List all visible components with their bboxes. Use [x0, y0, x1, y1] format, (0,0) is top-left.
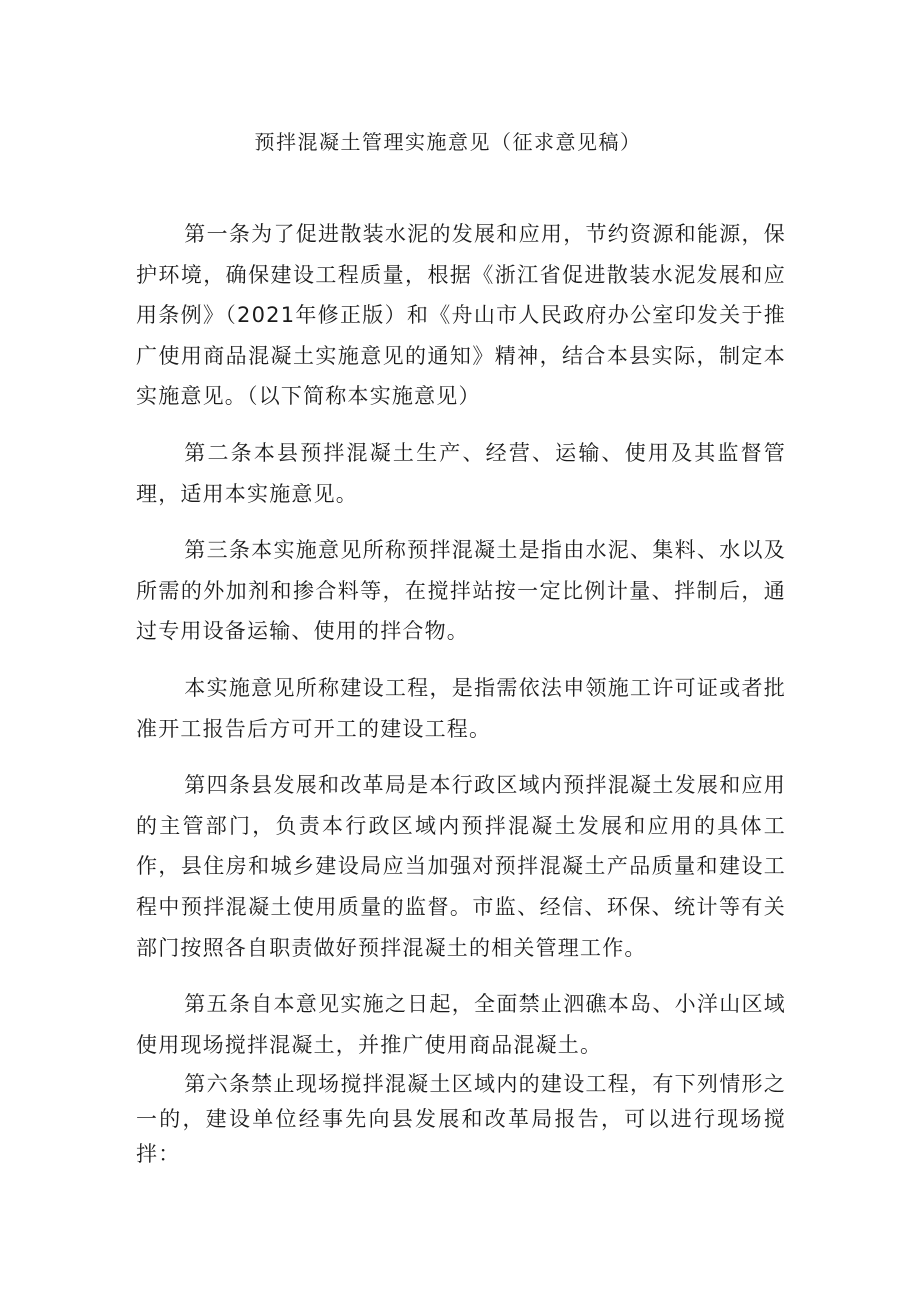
paragraph-article-5: 第五条自本意见实施之日起，全面禁止泗礁本岛、小洋山区域使用现场搅拌混凝土，并推广使用商品混凝土。	[136, 992, 786, 1057]
paragraph-article-2: 第二条本县预拌混凝土生产、经营、运输、使用及其监督管理，适用本实施意见。	[136, 440, 786, 506]
document-title: 预拌混凝土管理实施意见（征求意见稿）	[254, 130, 642, 154]
paragraph-article-4: 第四条县发展和改革局是本行政区域内预拌混凝土发展和应用的主管部门，负责本行政区域内预拌混凝土发展和应用的具体工作，县住房和城乡建设局应当加强对预拌混凝土产品质量和建设工程中预拌混凝土使用质量的监督。市监、经信、环保、统计等有关部门按照各自职责做好预拌混凝土的相关管理工作。	[136, 773, 786, 960]
paragraph-article-1: 第一条为了促进散装水泥的发展和应用，节约资源和能源，保护环境，确保建设工程质量，根据《浙江省促进散装水泥发展和应用条例》（2021年修正版）和《舟山市人民政府办公室印发关于推广使用商品混凝土实施意见的通知》精神，结合本县实际，制定本实施意见。（以下简称本实施意见）	[136, 222, 786, 409]
paragraph-article-3: 第三条本实施意见所称预拌混凝土是指由水泥、集料、水以及所需的外加剂和掺合料等，在搅拌站按一定比例计量、拌制后，通过专用设备运输、使用的拌合物。	[136, 538, 786, 644]
paragraph-article-3-definition: 本实施意见所称建设工程，是指需依法申领施工许可证或者批准开工报告后方可开工的建设工程。	[136, 675, 786, 741]
document-body	[136, 214, 786, 1172]
paragraph-article-6: 第六条禁止现场搅拌混凝土区域内的建设工程，有下列情形之一的，建设单位经事先向县发展和改革局报告，可以进行现场搅拌：	[136, 1072, 786, 1167]
